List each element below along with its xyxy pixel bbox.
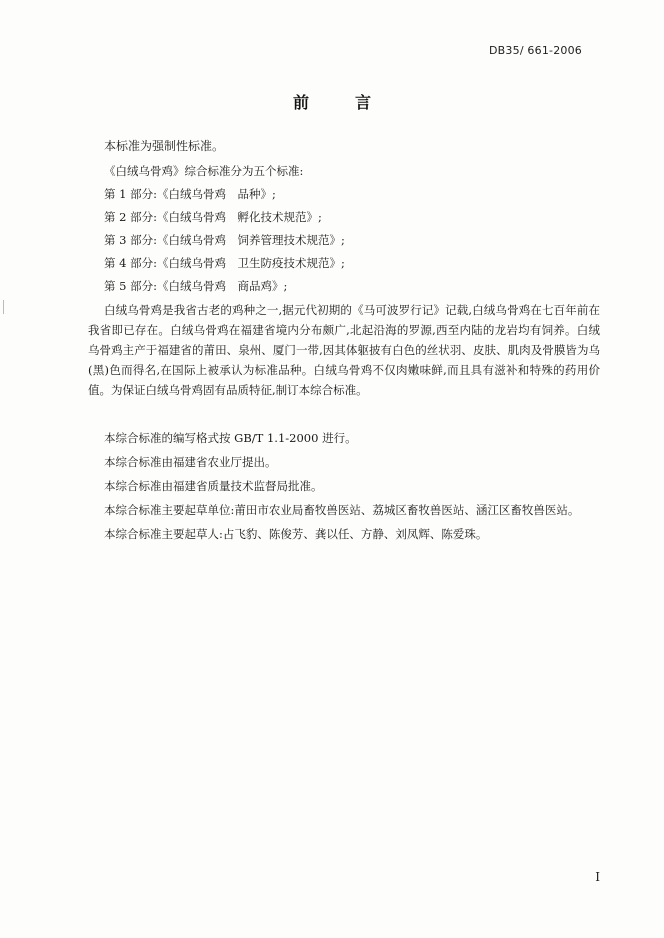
part-item: 第 5 部分:《白绒乌骨鸡 商品鸡》; [104, 279, 288, 293]
page-number: I [595, 870, 600, 884]
paragraph-gap [88, 412, 600, 426]
standard-info-list [88, 426, 600, 546]
info-item: 本综合标准由福建省质量技术监督局批准。 [104, 478, 323, 493]
part-item: 第 1 部分:《白绒乌骨鸡 品种》; [104, 187, 276, 201]
parts-list [88, 183, 600, 298]
document-code: DB35/ 661-2006 [489, 44, 582, 57]
info-item: 本综合标准由福建省农业厅提出。 [104, 454, 277, 469]
info-item: 本综合标准主要起草单位:莆田市农业局畜牧兽医站、荔城区畜牧兽医站、涵江区畜牧兽医站。 [104, 502, 580, 517]
part-item: 第 3 部分:《白绒乌骨鸡 饲养管理技术规范》; [104, 233, 345, 247]
scan-edge-mark [3, 300, 4, 314]
part-item: 第 2 部分:《白绒乌骨鸡 孵化技术规范》; [104, 210, 322, 224]
page-title: 前言 [292, 93, 417, 112]
part-item: 第 4 部分:《白绒乌骨鸡 卫生防疫技术规范》; [104, 256, 345, 270]
standard-intro: 《白绒乌骨鸡》综合标准分为五个标准: [104, 164, 304, 178]
foreword-body [88, 134, 600, 546]
breed-description: 白绒乌骨鸡是我省古老的鸡种之一,据元代初期的《马可波罗行记》记载,白绒乌骨鸡在七百年前在我省即已存在。白绒乌骨鸡在福建省境内分布颇广,北起沿海的罗源,西至内陆的龙岩均有饲养。白绒乌骨鸡主产于福建省的莆田、泉州、厦门一带,因其体躯披有白色的丝状羽、皮肤、肌肉及骨膜皆为乌(黑)色而得名,在国际上被承认为标准品种。白绒乌骨鸡不仅肉嫩味鲜,而且具有滋补和特殊的药用价值。为保证白绒乌骨鸡固有品质特征,制订本综合标准。 [88, 303, 600, 397]
mandatory-statement: 本标准为强制性标准。 [104, 139, 225, 153]
info-item: 本综合标准主要起草人:占飞豹、陈俊芳、龚以任、方静、刘凤辉、陈爱珠。 [104, 526, 488, 541]
info-item: 本综合标准的编写格式按 GB/T 1.1-2000 进行。 [104, 430, 357, 445]
